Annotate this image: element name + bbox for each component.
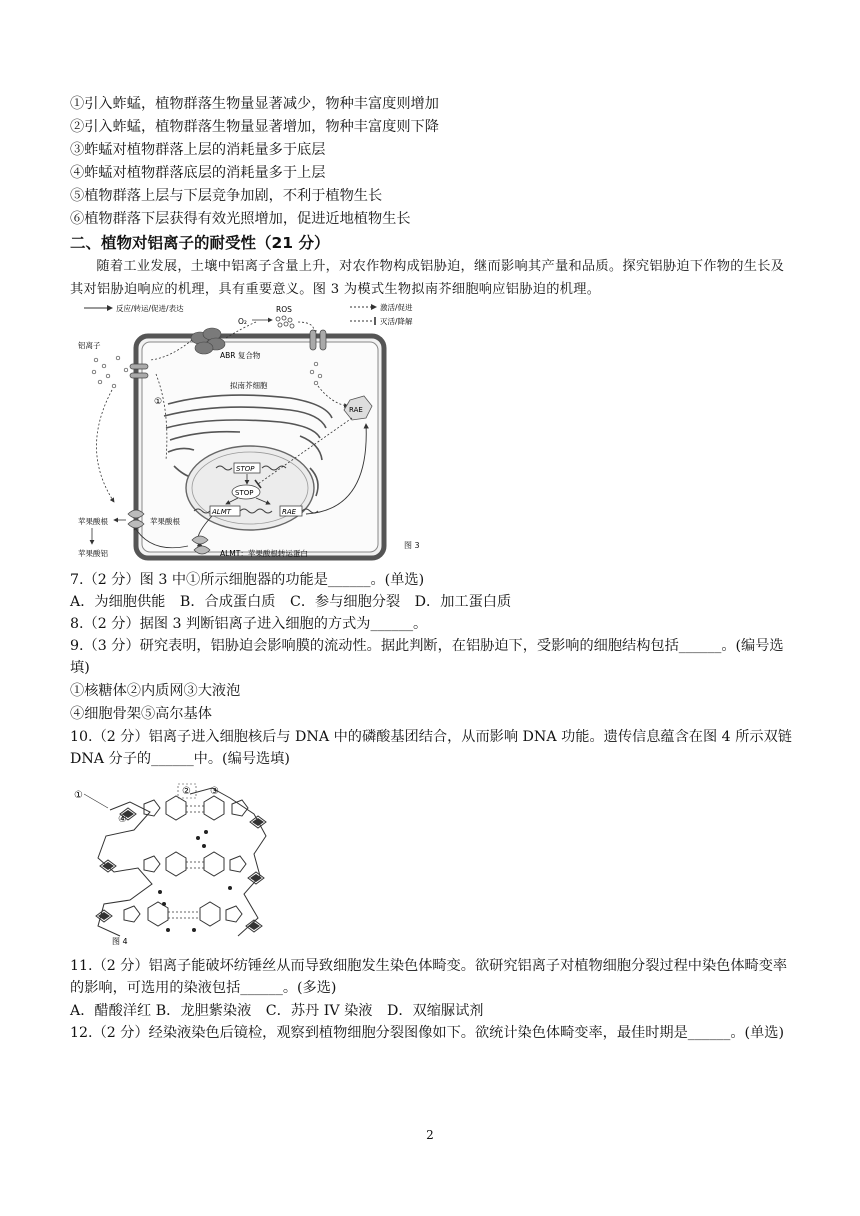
question-11-options: [70, 1000, 493, 1022]
q7-option-d[interactable]: D．加工蛋白质: [414, 594, 512, 610]
question-11: 11.（2 分）铝离子能破坏纺锤丝从而导致细胞发生染色体畸变。欲研究铝离子对植物细胞分裂过程中染色体畸变率的影响，可选用的染液包括______。(多选): [70, 958, 788, 996]
figure-4-dna-diagram: [70, 780, 290, 950]
legend-solid: 反应/转运/促进/表达: [116, 304, 184, 313]
rae-label: RAE: [349, 406, 363, 414]
option-line-5: ⑤植物群落上层与下层竞争加剧，不利于植物生长: [70, 188, 383, 204]
q11-option-b[interactable]: B．龙胆紫染液: [155, 1003, 252, 1019]
question-9-options-1: ①核糖体②内质网③大液泡: [70, 683, 241, 699]
malate-outer-label: 苹果酸根: [78, 517, 108, 526]
legend-block: 灭活/降解: [380, 317, 413, 326]
ros-label: ROS: [276, 305, 292, 314]
dna-mark-1: ①: [74, 790, 83, 801]
q11-option-c[interactable]: C．苏丹 IV 染液: [265, 1003, 373, 1019]
option-line-6: ⑥植物群落下层获得有效光照增加，促进近地植物生长: [70, 211, 411, 227]
legend-dashed: 激活/促进: [380, 303, 413, 312]
question-9-options-2: ④细胞骨架⑤高尔基体: [70, 706, 212, 722]
cell-label: 拟南芥细胞: [230, 381, 268, 390]
page-number: 2: [426, 1128, 434, 1142]
question-12: 12.（2 分）经染液染色后镜检，观察到植物细胞分裂图像如下。欲统计染色体畸变率，最佳时期是______。(单选): [70, 1025, 784, 1041]
rae-gene-label: RAE: [282, 508, 297, 516]
o2-label: O₂: [238, 317, 247, 326]
q7-option-c[interactable]: C．参与细胞分裂: [289, 594, 401, 610]
stop-gene-label: STOP: [236, 465, 255, 473]
question-7-options: [70, 591, 521, 613]
q7-option-a[interactable]: A．为细胞供能: [70, 594, 166, 610]
al-malate-label: 苹果酸铝: [78, 549, 108, 558]
question-10: 10.（2 分）铝离子进入细胞核后与 DNA 中的磷酸基团结合，从而影响 DNA 功能。遗传信息蕴含在图 4 所示双链 DNA 分子的______中。(编号选填): [70, 729, 792, 767]
abr-label: ABR 复合物: [220, 351, 261, 360]
q7-option-b[interactable]: B．合成蛋白质: [179, 594, 276, 610]
figure-4-label: 图 4: [112, 937, 128, 946]
stop-protein-label: STOP: [235, 489, 254, 497]
dna-mark-4: ④: [118, 814, 127, 825]
figure-3-label: 图 3: [404, 541, 420, 550]
section-title: 二、植物对铝离子的耐受性（21 分）: [70, 234, 330, 252]
q11-option-a[interactable]: A．醋酸洋红: [70, 1003, 152, 1019]
option-line-4: ④蚱蜢对植物群落底层的消耗量多于上层: [70, 165, 326, 181]
organelle-mark-1: ①: [154, 397, 163, 407]
figure-3-diagram: [70, 300, 440, 562]
dna-mark-2: ②: [182, 786, 191, 797]
q11-option-d[interactable]: D．双缩脲试剂: [386, 1003, 484, 1019]
option-line-2: ②引入蚱蜢，植物群落生物量显著增加，物种丰富度则下降: [70, 119, 439, 135]
al-ion-label: 铝离子: [78, 341, 101, 350]
question-7: 7.（2 分）图 3 中①所示细胞器的功能是______。(单选): [70, 572, 425, 588]
option-line-3: ③蚱蜢对植物群落上层的消耗量多于底层: [70, 142, 326, 158]
almt-gene-label: ALMT: [212, 508, 232, 516]
almt-note: ALMT：苹果酸根转运蛋白: [220, 549, 308, 558]
option-line-1: ①引入蚱蜢，植物群落生物量显著减少，物种丰富度则增加: [70, 96, 439, 112]
dna-mark-3: ③: [210, 786, 219, 797]
question-8: 8.（2 分）据图 3 判断铝离子进入细胞的方式为______。: [70, 616, 428, 632]
malate-inner-label: 苹果酸根: [150, 517, 180, 526]
section-intro: 随着工业发展，土壤中铝离子含量上升，对农作物构成铝胁迫，继而影响其产量和品质。探究铝胁迫下作物的生长及其对铝胁迫响应的机理，具有重要意义。图 3 为模式生物拟南芥细胞响应铝胁迫的机理。: [70, 259, 785, 297]
question-9: 9.（3 分）研究表明，铝胁迫会影响膜的流动性。据此判断，在铝胁迫下，受影响的细胞结构包括______。(编号选填): [70, 638, 784, 676]
